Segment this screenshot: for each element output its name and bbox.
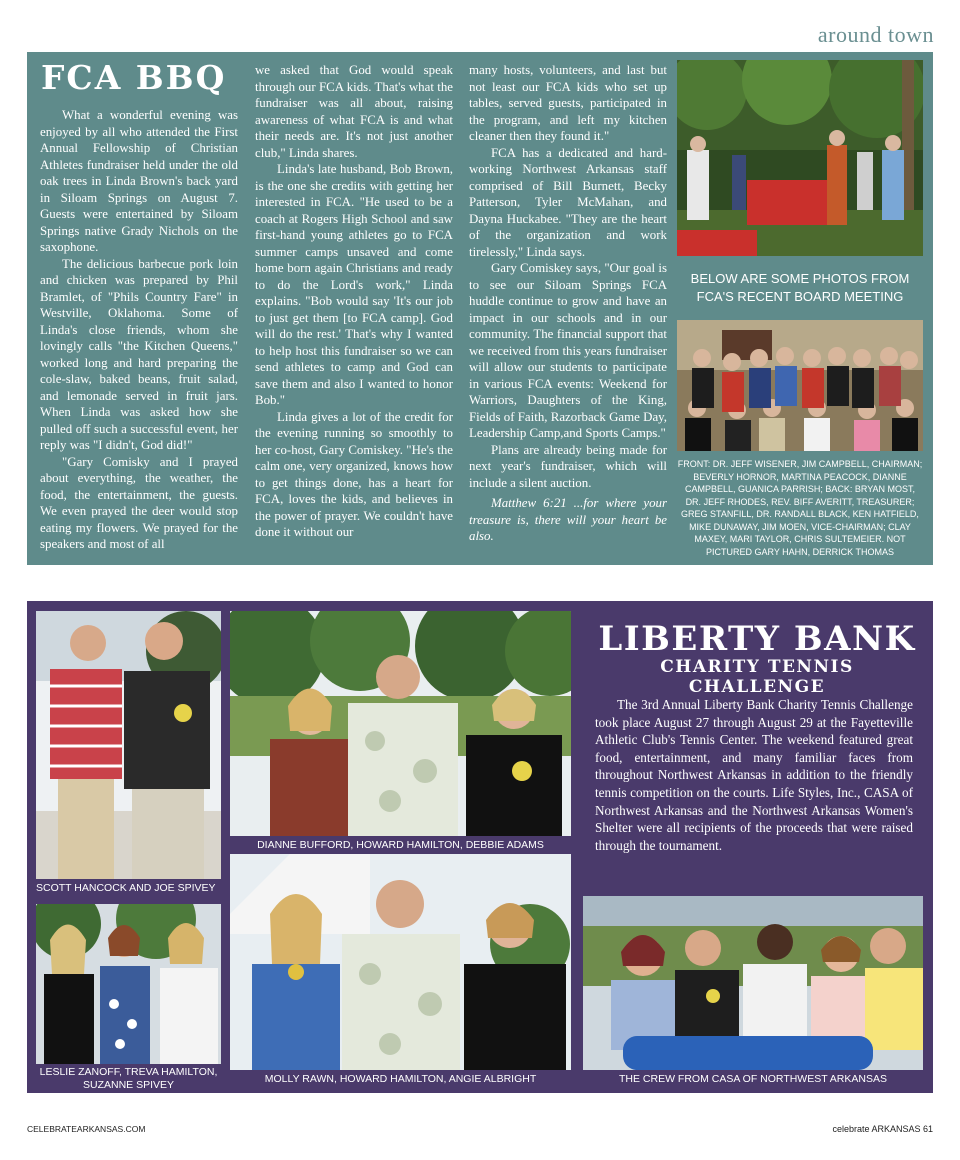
fca-paragraph: Gary Comiskey says, "Our goal is to see our Siloam Springs FCA huddle continue to grow and have an impact in our schools and in our community. The financial support that we received from this years fundraiser will allow our students to participate in various FCA events: Weekend for Warriors, Daughters of the King, Fields of Faith, Razorback Game Day, Leadership Camp,and Sports Camps." <box>469 261 667 440</box>
fca-column-1 <box>40 107 238 559</box>
board-photo-caption: FRONT: DR. JEFF WISENER, JIM CAMPBELL, CHAIRMAN; BEVERLY HORNOR, MARTINA PEACOCK, DIANNE CAMPBELL, GUANICA PARRISH; BACK: BRYAN MOST, DR. JEFF RHODES, REV. BIFF AVERITT, TREASURER; GREG STANFILL, DR. RANDALL BLACK, KEN HATFIELD, MIKE DUNAWAY, JIM MOEN, VICE-CHAIRMAN; CLAY MAXEY, MARI TAYLOR, CHRIS SULTEMEIER. NOT PICTURED GARY HAHN, DERRICK THOMAS <box>677 459 923 557</box>
section-label: around town <box>817 22 934 47</box>
fca-paragraph: FCA has a dedicated and hard-working Northwest Arkansas staff comprised of Bill Burnett, Becky Patterson, Tyler McMahan, and Dayna Huckabee. "They are the heart of the organization and work tirelessly," Linda says. <box>469 145 667 259</box>
scott-joe-photo <box>36 611 221 879</box>
molly-howard-angie-photo <box>230 854 571 1070</box>
fca-column-3 <box>469 62 667 560</box>
leslie-treva-suzanne-caption: LESLIE ZANOFF, TREVA HAMILTON, SUZANNE SPIVEY <box>39 1066 218 1091</box>
fca-party-photo <box>677 60 923 256</box>
casa-crew-caption: THE CREW FROM CASA OF NORTHWEST ARKANSAS <box>619 1073 887 1085</box>
board-meeting-heading: BELOW ARE SOME PHOTOS FROM FCA'S RECENT BOARD MEETING <box>690 271 910 304</box>
liberty-paragraph: The 3rd Annual Liberty Bank Charity Tennis Challenge took place August 27 through August 29 at the Fayetteville Athletic Club's Tennis Center. The weekend featured great food, entertainment, and many familiar faces from throughout Northwest Arkansas in addition to the friendly tennis competition on the courts. Life Styles, Inc., CASA of Northwest Arkansas and the Northwest Arkansas Women's Shelter were all recipients of the proceeds that were raised through the tournament. <box>595 697 913 853</box>
fca-paragraph: What a wonderful evening was enjoyed by all who attended the First Annual Fellowship of Christian Athletes fundraiser held under the old oak trees in Linda Brown's back yard in Siloam Springs on August 7. Guests were entertained by Siloam Springs native Grady Nichols on the saxophone. <box>40 108 238 254</box>
casa-crew-photo <box>583 896 923 1070</box>
footer-page-number: celebrate ARKANSAS 61 <box>832 1124 933 1134</box>
fca-paragraph: The delicious barbecue pork loin and chicken was prepared by Phil Bramlet, of "Phils Country Fare" in Westville, Oklahoma. Some of Linda's close friends, whom she lovingly calls "the Kitchen Queens," worked long and hard preparing the cole-slaw, baked beans, fruit salad, and lemonade served in fruit jars. When Linda was asked how she pulled off such a successful event, her reply was "I didn't, God did!" <box>40 256 238 452</box>
liberty-article-title: LIBERTY BANK <box>598 619 916 659</box>
fca-article-title: FCA BBQ <box>41 58 227 97</box>
fca-paragraph: Linda's late husband, Bob Brown, is the one she credits with getting her interested in FCA. "He used to be a coach at Rogers High School and saw first-hand young athletes go to FCA summer camps unsaved and come home born again Christians and ready to do the Lord's work," Linda explains. "Bob would say 'It's our job to just get them [to FCA camp]. God will do the rest.' That's why I wanted to help host this fundraiser so we can send athletes to camp and God can save them and also I wanted to honor Bob." <box>255 162 453 407</box>
scott-joe-caption: SCOTT HANCOCK AND JOE SPIVEY <box>36 882 216 894</box>
fca-paragraph: we asked that God would speak through our FCA kids. That's what the fundraiser was all about, raising awareness of what FCA is and what their needs are. It's not just another club," Linda shares. <box>255 63 453 160</box>
leslie-treva-suzanne-photo <box>36 904 221 1064</box>
molly-howard-angie-caption: MOLLY RAWN, HOWARD HAMILTON, ANGIE ALBRIGHT <box>264 1073 537 1085</box>
fca-paragraph: Linda gives a lot of the credit for the evening running so smoothly to her co-host, Gary Comiskey. "He's the calm one, very organized, knows how to get things done, has a heart for FCA, loves the kids, and believes in the power of prayer. We couldn't have done it without our <box>255 409 453 539</box>
fca-board-photo <box>677 320 923 451</box>
liberty-article-panel <box>27 601 933 1093</box>
footer-website: CELEBRATEARKANSAS.COM <box>27 1124 146 1134</box>
fca-paragraph: many hosts, volunteers, and last but not least our FCA kids who set up tables, served guests, participated in the program, and left my kitchen cleaner then they found it." <box>469 63 667 143</box>
dianne-howard-debbie-photo <box>230 611 571 836</box>
fca-paragraph: Plans are already being made for next year's fundraiser, which will include a silent auction. <box>469 442 667 490</box>
fca-paragraph: "Gary Comisky and I prayed about everything, the weather, the food, the entertainment, the guests. We even prayed the deer would stop eating my flowers. We prayed for the speakers and most of all <box>40 454 238 551</box>
fca-bible-verse: Matthew 6:21 ...for where your treasure is, there will your heart be also. <box>469 496 667 543</box>
liberty-article-body <box>595 696 913 854</box>
liberty-article-subtitle: CHARITY TENNIS CHALLENGE <box>660 657 854 697</box>
dianne-howard-debbie-caption: DIANNE BUFFORD, HOWARD HAMILTON, DEBBIE ADAMS <box>257 839 544 851</box>
fca-article-panel <box>27 52 933 565</box>
fca-column-2 <box>255 62 453 560</box>
